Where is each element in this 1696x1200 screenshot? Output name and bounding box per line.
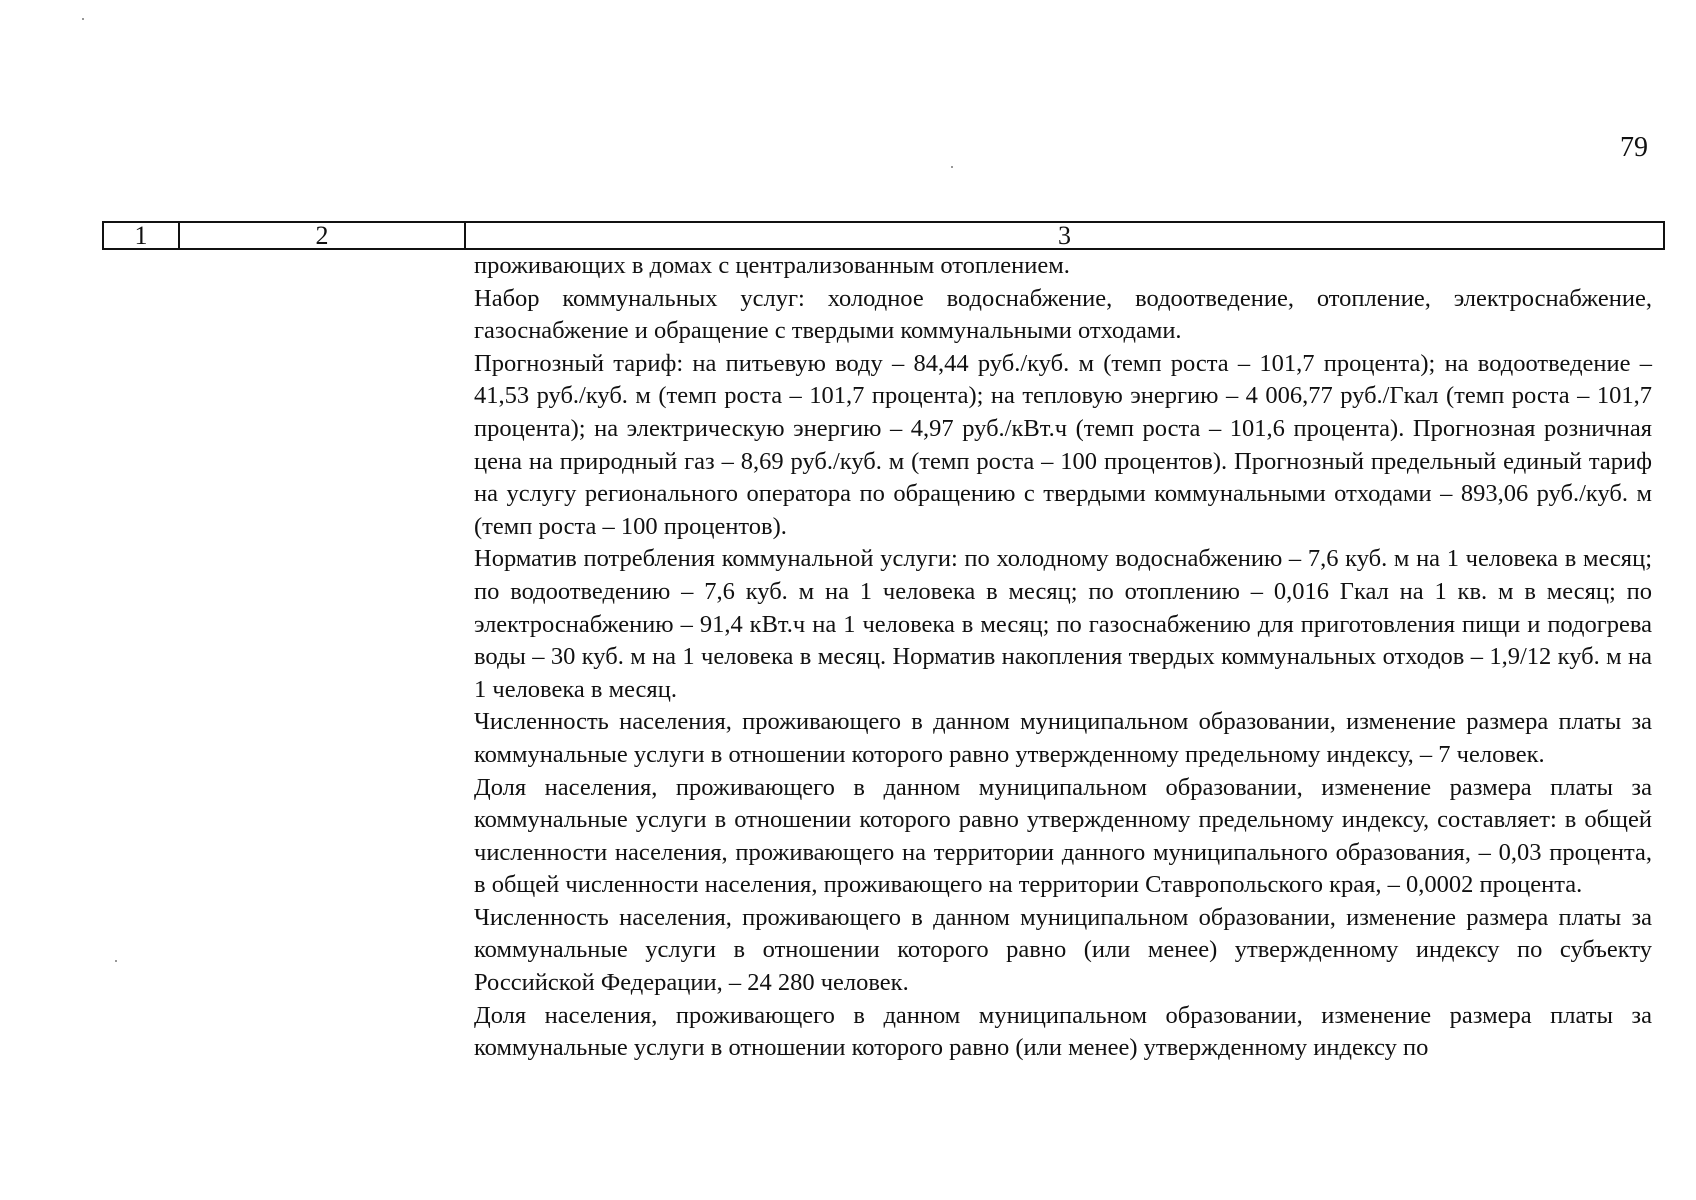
table-header-row [102,221,1665,250]
table-header-col-3: 3 [1058,221,1071,250]
table-body-column-3 [474,250,1652,1065]
scan-speck [951,166,953,168]
scan-speck [82,18,84,20]
paragraph-population-count-index: Численность населения, проживающего в данном муниципальном образовании, изменение размера платы за коммунальные услуги в отношении которого равно (или менее) утвержденному индексу по субъекту Российской Федерации, – 24 280 человек. [474,903,1652,997]
paragraph-population-share-limit: Доля населения, проживающего в данном муниципальном образовании, изменение размера платы за коммунальные услуги в отношении которого равно утвержденному предельному индексу, составляет: в общей численности населения, проживающего на территории данного муниципального образования, – 0,03 процента, в общей численности населения, проживающего на территории Ставропольского края, – 0,0002 процента. [474,773,1652,899]
table-header-col-2: 2 [180,223,466,248]
paragraph-continuation: проживающих в домах с централизованным отоплением. [474,252,1070,279]
page-number: 79 [1620,132,1648,163]
paragraph-forecast-tariff: Прогнозный тариф: на питьевую воду – 84,44 руб./куб. м (темп роста – 101,7 процента); на водоотведение – 41,53 руб./куб. м (темп роста – 101,7 процента); на тепловую энергию – 4 006,77 руб./Гкал (темп роста – 101,7 процента); на электрическую энергию – 4,97 руб./кВт.ч (темп роста – 101,6 процента). Прогнозная розничная цена на природный газ – 8,69 руб./куб. м (темп роста – 100 процентов). Прогнозный предельный единый тариф на услугу регионального оператора по обращению с твердыми коммунальными отходами – 893,06 руб./куб. м (темп роста – 100 процентов). [474,349,1652,540]
paragraph-population-count-limit: Численность населения, проживающего в данном муниципальном образовании, изменение размера платы за коммунальные услуги в отношении которого равно утвержденному предельному индексу, – 7 человек. [474,708,1652,768]
paragraph-population-share-index: Доля населения, проживающего в данном муниципальном образовании, изменение размера платы за коммунальные услуги в отношении которого равно (или менее) утвержденному индексу по [474,1001,1652,1062]
paragraph-consumption-norm: Норматив потребления коммунальной услуги: по холодному водоснабжению – 7,6 куб. м на 1 человека в месяц; по водоотведению – 7,6 куб. м на 1 человека в месяц; по отоплению – 0,016 Гкал на 1 кв. м в месяц; по электроснабжению – 91,4 кВт.ч на 1 человека в месяц; по газоснабжению для приготовления пищи и подогрева воды – 30 куб. м на 1 человека в месяц. Норматив накопления твердых коммунальных отходов – 1,9/12 куб. м на 1 человека в месяц. [474,545,1652,703]
paragraph-services-set: Набор коммунальных услуг: холодное водоснабжение, водоотведение, отопление, электроснабжение, газоснабжение и обращение с твердыми коммунальными отходами. [474,284,1652,345]
scan-speck [115,960,117,962]
table-header-col-1: 1 [104,223,180,248]
